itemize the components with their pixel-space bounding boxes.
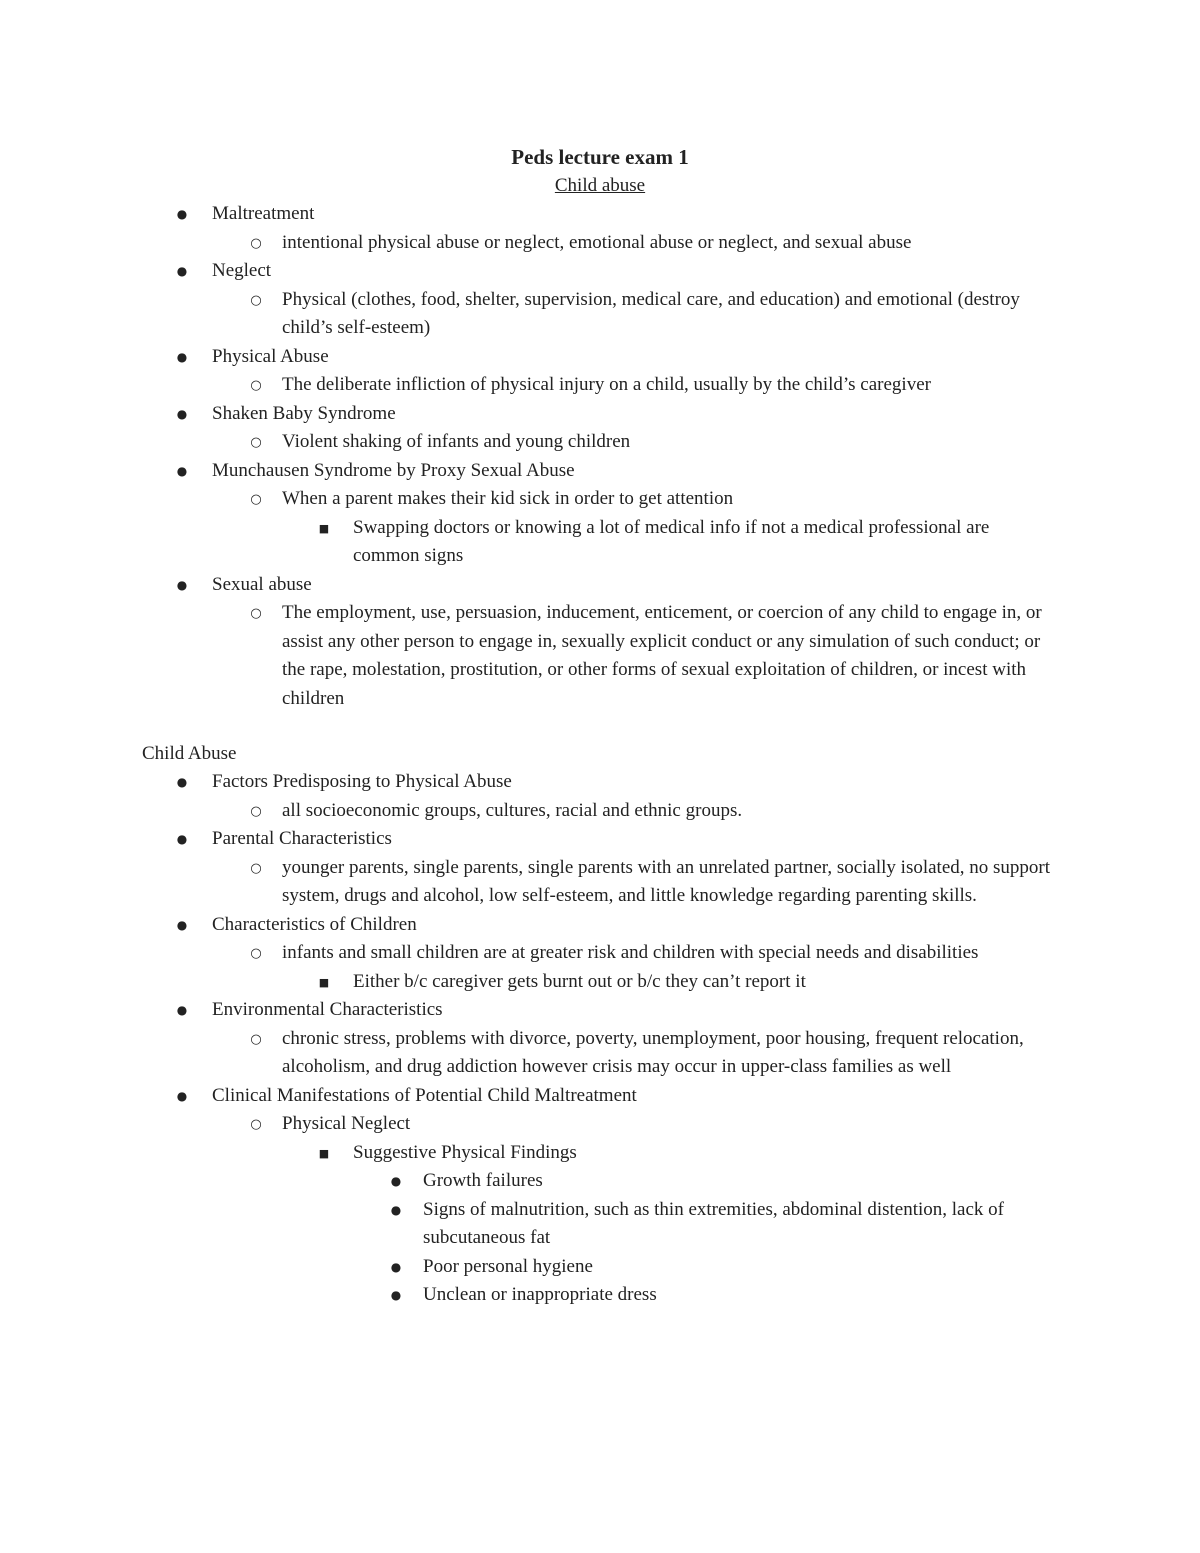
item-text: Parental Characteristics [212,828,392,849]
bullet-disc-icon [172,457,192,486]
list-item-predisposing-factors-detail [0,797,1057,826]
item-text: Neglect [212,260,272,281]
bullet-disc-icon [172,257,192,286]
item-text: Environmental Characteristics [212,999,443,1020]
list-item-finding [0,1167,1053,1196]
list-item-parental-characteristics-detail [0,854,1057,911]
bullet-disc-icon [172,400,192,429]
item-text: Poor personal hygiene [423,1255,593,1277]
item-text: When a parent makes their kid sick in order to get attention [282,488,734,509]
list-item-shaken-baby [0,400,1072,429]
item-text: Characteristics of Children [212,913,417,935]
item-text: Unclean or inappropriate dress [423,1284,657,1305]
bullet-circle-icon [246,286,266,316]
bullet-square-icon [314,1139,334,1169]
item-text: Shaken Baby Syndrome [212,402,396,424]
bullet-circle-icon [246,1110,266,1140]
bullet-circle-icon [246,797,266,827]
list-item-maltreatment [0,200,1072,229]
bullet-disc-icon [172,1082,192,1111]
bullet-disc-icon [386,1253,406,1282]
list-item-physical-abuse-definition [0,371,1057,400]
list-item-finding [0,1196,1053,1253]
document-title: Peds lecture exam 1 [511,145,689,169]
list-item-physical-abuse [0,343,1072,372]
bullet-disc-icon [386,1281,406,1310]
list-item-sexual-abuse-definition [0,599,1057,713]
section-heading-child-abuse: Child Abuse [142,743,237,764]
bullet-disc-icon [172,996,192,1025]
item-text: Suggestive Physical Findings [353,1141,577,1163]
item-text: Factors Predisposing to Physical Abuse [212,771,512,792]
bullet-disc-icon [172,343,192,372]
item-text: Maltreatment [212,203,315,224]
item-text: Physical Abuse [212,345,329,367]
bullet-square-icon [314,968,334,998]
list-item-physical-neglect [0,1110,1057,1139]
list-item-suggestive-findings [0,1139,1053,1168]
document-subtitle [0,172,1200,200]
bullet-circle-icon [246,229,266,259]
bullet-circle-icon [246,371,266,401]
bullet-circle-icon [246,485,266,515]
item-text: all socioeconomic groups, cultures, racial and ethnic groups. [282,799,743,821]
bullet-disc-icon [386,1196,406,1225]
bullet-square-icon [314,514,334,544]
bullet-disc-icon [172,571,192,600]
item-text: intentional physical abuse or neglect, emotional abuse or neglect, and sexual abuse [282,231,912,253]
list-item-clinical-manifestations [0,1082,1072,1111]
subtitle-text: Child abuse [554,175,646,196]
list-item-shaken-baby-definition [0,428,1057,457]
bullet-disc-icon [172,200,192,229]
item-text: The employment, use, persuasion, inducement, enticement, or coercion of any child to engage in, or assist any other person to engage in, sexually explicit conduct or any simulation of such conduct; or the rape, molestation, prostitution, or other forms of sexual exploitation of children, or incest with children [282,602,1042,709]
item-text: Physical (clothes, food, shelter, supervision, medical care, and education) and emotional (destroy child’s self-esteem) [282,288,1020,338]
list-item-neglect-definition [0,286,1057,343]
child-abuse-definitions-list [0,200,1200,713]
list-item-environmental-characteristics-detail [0,1025,1057,1082]
list-item-child-characteristics [0,911,1072,940]
bullet-circle-icon [246,1025,266,1055]
list-item-child-characteristics-note [0,968,1053,997]
list-item-munchausen-definition [0,485,1057,514]
bullet-disc-icon [172,911,192,940]
list-item-neglect [0,257,1072,286]
list-item-finding [0,1281,1053,1310]
list-item-environmental-characteristics [0,996,1072,1025]
list-item-finding [0,1253,1053,1282]
list-item-maltreatment-definition [0,229,1057,258]
item-text: Clinical Manifestations of Potential Child Maltreatment [212,1084,637,1106]
item-text: Munchausen Syndrome by Proxy Sexual Abuse [212,459,575,481]
item-text: Violent shaking of infants and young children [282,431,631,452]
item-text: chronic stress, problems with divorce, poverty, unemployment, poor housing, frequent relocation, alcoholism, and drug addiction however crisis may occur in upper-class families as well [282,1027,1024,1077]
item-text: Either b/c caregiver gets burnt out or b/c they can’t report it [353,970,806,992]
bullet-circle-icon [246,854,266,884]
list-item-parental-characteristics [0,825,1072,854]
bullet-circle-icon [246,939,266,969]
bullet-disc-icon [172,768,192,797]
list-item-sexual-abuse [0,571,1072,600]
bullet-disc-icon [386,1167,406,1196]
list-item-child-characteristics-detail [0,939,1057,968]
list-item-munchausen [0,457,1072,486]
bullet-circle-icon [246,428,266,458]
item-text: younger parents, single parents, single parents with an unrelated partner, socially isolated, no support system, drugs and alcohol, low self-esteem, and little knowledge regarding parenting skills. [282,856,1051,906]
bullet-circle-icon [246,599,266,629]
item-text: Sexual abuse [212,573,312,595]
item-text: Growth failures [423,1170,543,1191]
item-text: Physical Neglect [282,1113,411,1134]
list-item-predisposing-factors [0,768,1072,797]
item-text: Swapping doctors or knowing a lot of medical info if not a medical professional are common signs [353,516,990,566]
bullet-disc-icon [172,825,192,854]
item-text: infants and small children are at greater risk and children with special needs and disabilities [282,942,979,963]
list-item-munchausen-signs [0,514,1053,571]
child-abuse-factors-list [0,768,1200,1310]
item-text: Signs of malnutrition, such as thin extremities, abdominal distention, lack of subcutaneous fat [423,1198,1004,1248]
item-text: The deliberate infliction of physical injury on a child, usually by the child’s caregiver [282,374,931,395]
